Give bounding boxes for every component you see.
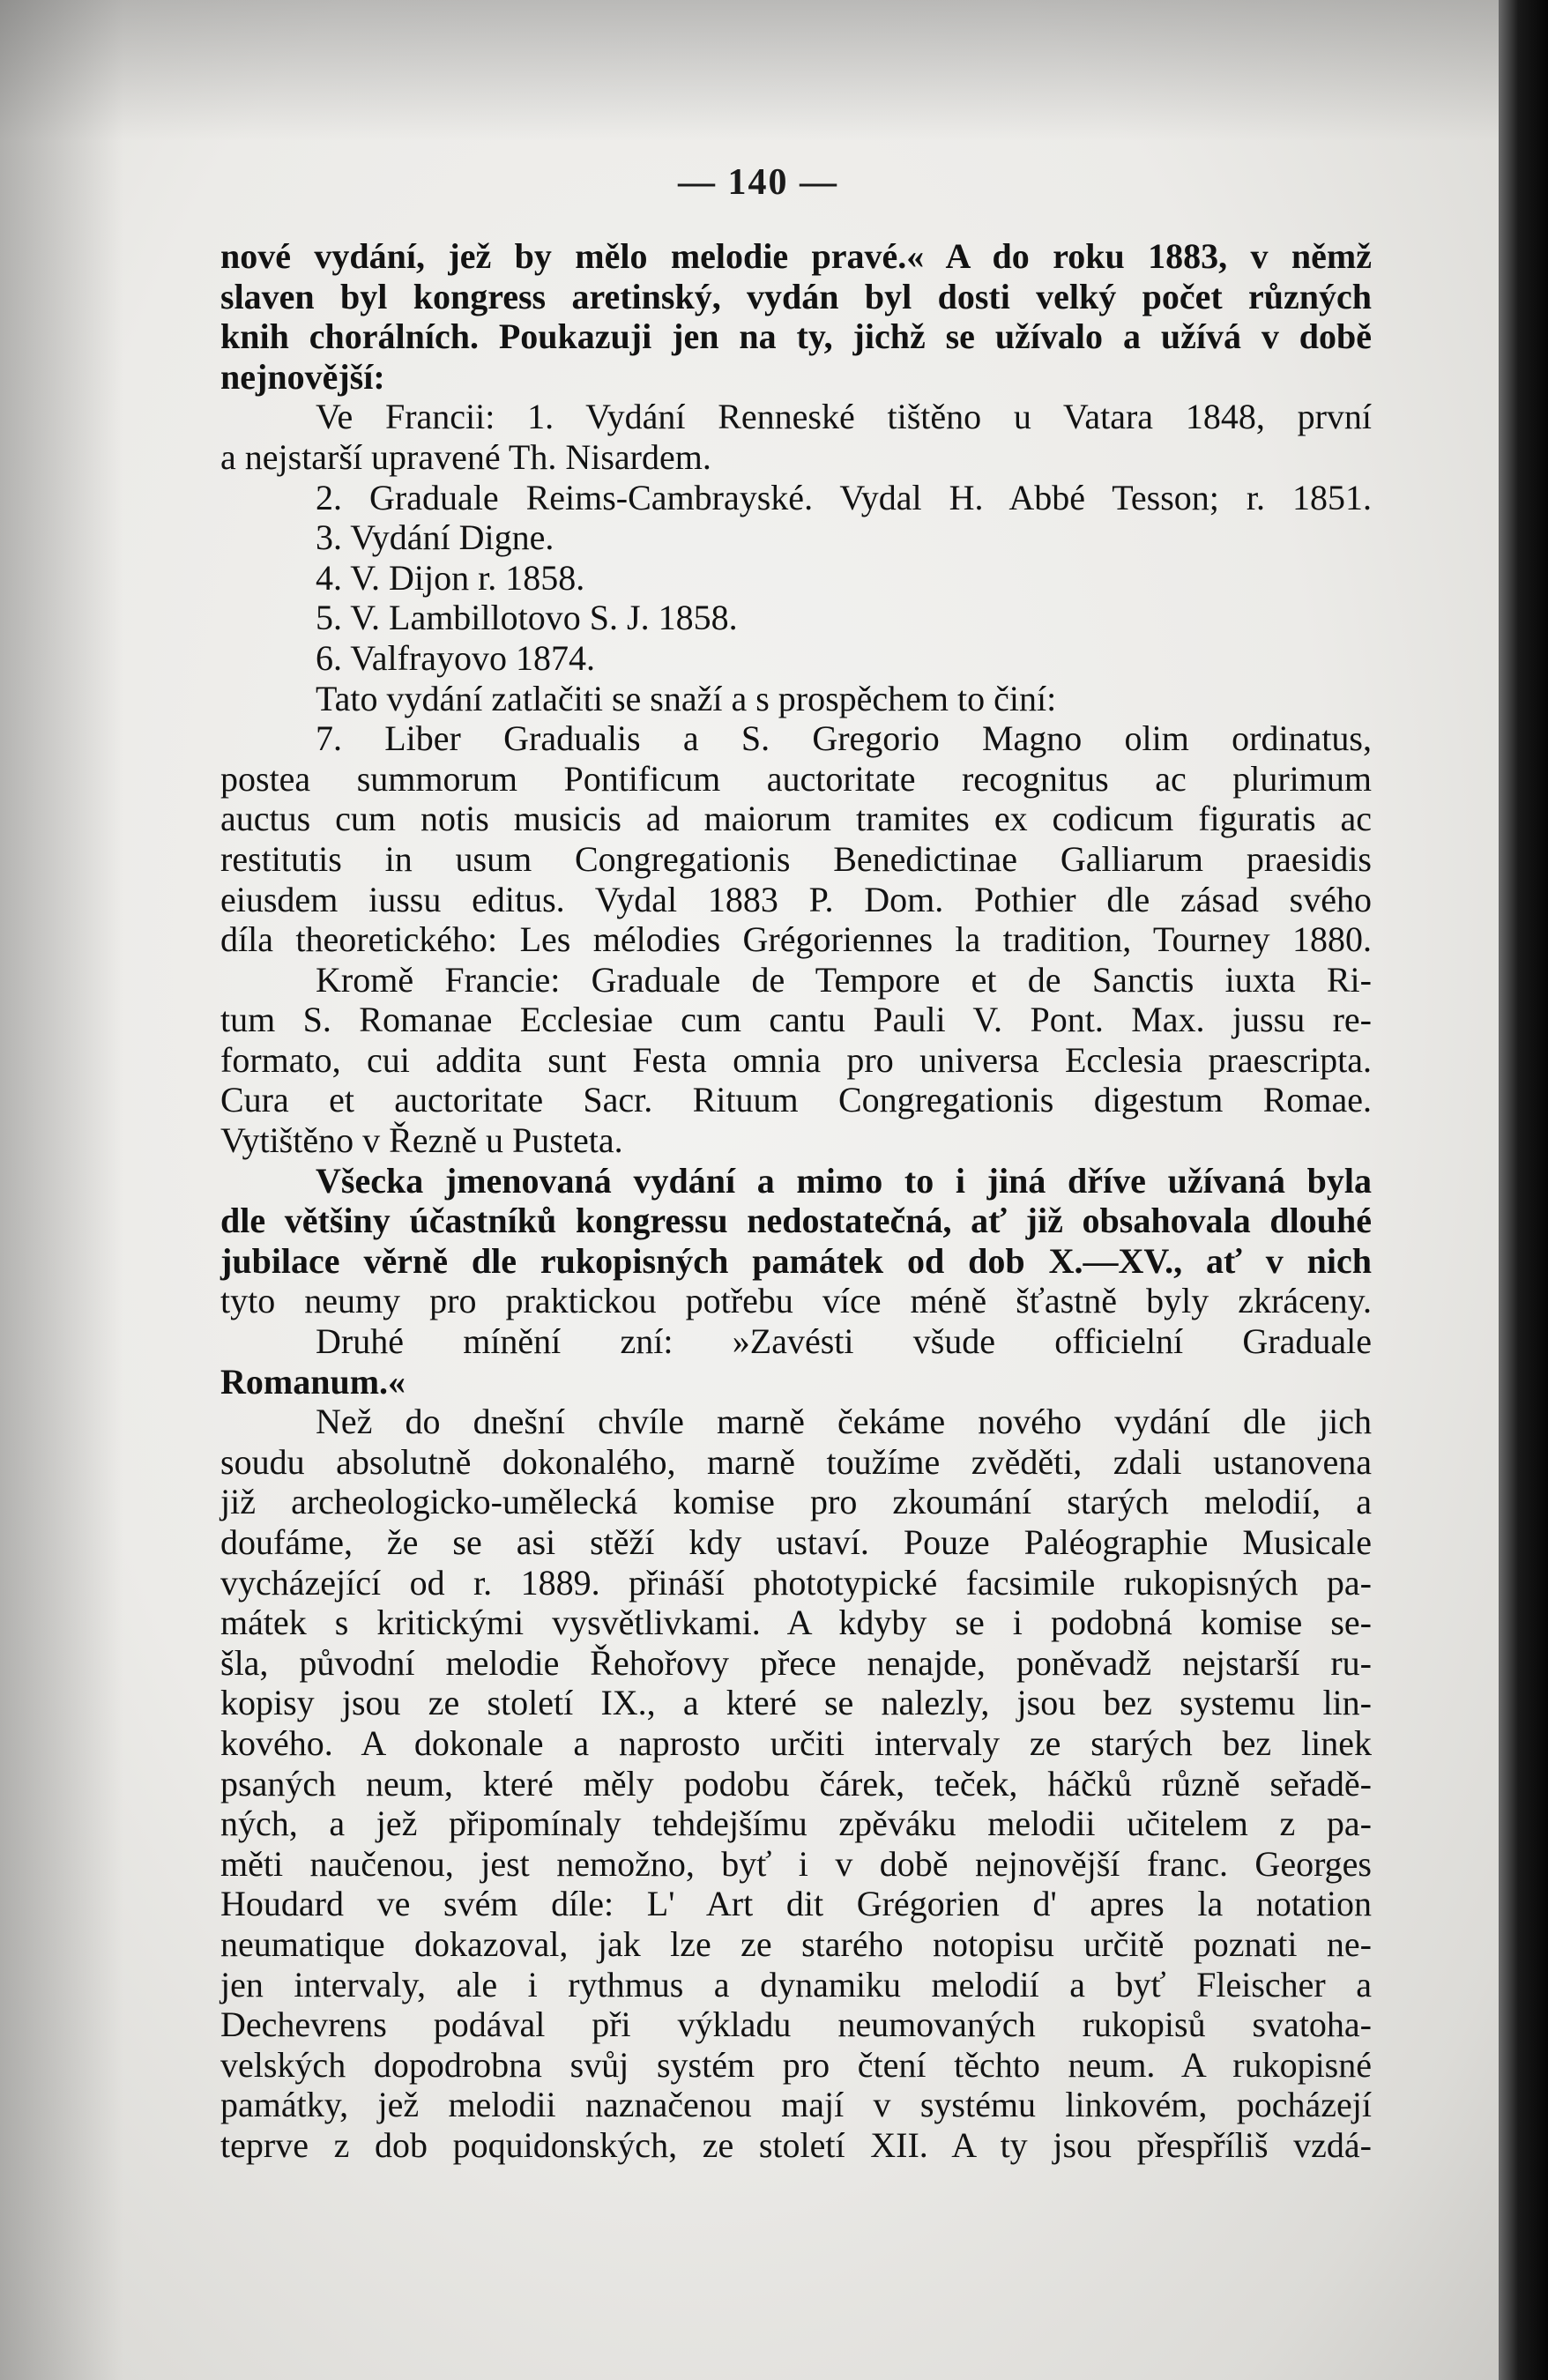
text-line: vycházející od r. 1889. přináší phototypické facsimile rukopisných pa- (220, 1562, 1372, 1603)
text-line: neumatique dokazoval, jak lze ze starého notopisu určitě poznati ne- (220, 1923, 1372, 1964)
text-line: tyto neumy pro praktickou potřebu více méně šťastně byly zkráceny. (220, 1281, 1372, 1321)
text-line: Než do dnešní chvíle marně čekáme nového vydání dle jich (316, 1402, 1372, 1442)
text-line: Ve Francii: 1. Vydání Renneské tištěno u Vatara 1848, první (316, 397, 1372, 437)
text-line: 4. V. Dijon r. 1858. (316, 557, 585, 598)
body-text (220, 236, 1372, 2166)
text-line: Všecka jmenovaná vydání a mimo to i jiná dříve užívaná byla (316, 1160, 1372, 1201)
text-line: nové vydání, jež by mělo melodie pravé.« A do roku 1883, v němž (220, 236, 1372, 276)
book-binding-edge (1499, 0, 1548, 2380)
text-line: doufáme, že se asi stěží kdy ustaví. Pouze Paléographie Musicale (220, 1522, 1372, 1562)
text-line: měti naučenou, jest nemožno, byť i v době nejnovější franc. Georges (220, 1843, 1372, 1884)
text-line: již archeologicko-umělecká komise pro zkoumání starých melodií, a (220, 1482, 1372, 1522)
text-line: a nejstarší upravené Th. Nisardem. (220, 436, 711, 477)
text-line: 2. Graduale Reims-Cambrayské. Vydal H. Abbé Tesson; r. 1851. (316, 477, 1372, 517)
text-line: 3. Vydání Digne. (316, 517, 554, 558)
text-line: knih chorálních. Poukazuji jen na ty, jichž se užívalo a užívá v době (220, 316, 1372, 357)
text-line: památky, jež melodii naznačenou mají v systému linkovém, pocházejí (220, 2085, 1372, 2125)
text-line: ných, a jež připomínaly tehdejšímu zpěváku melodii učitelem z pa- (220, 1804, 1372, 1844)
text-line: Cura et auctoritate Sacr. Rituum Congregationis digestum Romae. (220, 1080, 1372, 1120)
text-line: šla, původní melodie Řehořovy přece nenajde, poněvadž nejstarší ru- (220, 1642, 1372, 1683)
text-line: jubilace věrně dle rukopisných památek od dob X.—XV., ať v nich (220, 1240, 1372, 1281)
text-line: nejnovější: (220, 356, 385, 397)
text-line: mátek s kritickými vysvětlivkami. A kdyby se i podobná komise se- (220, 1603, 1372, 1643)
text-line: velských dopodrobna svůj systém pro čtení těchto neum. A rukopisné (220, 2044, 1372, 2085)
text-line: Tato vydání zatlačiti se snaží a s prospěchem to činí: (316, 678, 1057, 718)
text-line: teprve z dob poquidonských, ze století XII. A ty jsou přespříliš vzdá- (220, 2124, 1372, 2165)
text-line: 6. Valfrayovo 1874. (316, 637, 595, 678)
text-line: díla theoretického: Les mélodies Grégoriennes la tradition, Tourney 1880. (220, 919, 1372, 960)
text-line: dle většiny účastníků kongressu nedostatečná, ať již obsahovala dlouhé (220, 1201, 1372, 1241)
text-line: kového. A dokonale a naprosto určiti intervaly ze starých bez linek (220, 1722, 1372, 1763)
text-line: auctus cum notis musicis ad maiorum tramites ex codicum figuratis ac (220, 799, 1372, 839)
text-line: Dechevrens podával při výkladu neumovaných rukopisů svatoha- (220, 2004, 1372, 2045)
text-line: formato, cui addita sunt Festa omnia pro universa Ecclesia praescripta. (220, 1039, 1372, 1080)
text-line: 7. Liber Gradualis a S. Gregorio Magno olim ordinatus, (316, 718, 1372, 759)
text-line: restitutis in usum Congregationis Benedictinae Galliarum praesidis (220, 838, 1372, 879)
text-line: Houdard ve svém díle: L' Art dit Grégorien d' apres la notation (220, 1884, 1372, 1924)
text-line: slaven byl kongress aretinský, vydán byl dosti velký počet různých (220, 276, 1372, 316)
text-line: Kromě Francie: Graduale de Tempore et de Sanctis iuxta Ri- (316, 959, 1372, 1000)
text-line: eiusdem iussu editus. Vydal 1883 P. Dom. Pothier dle zásad svého (220, 879, 1372, 919)
text-line: Druhé mínění zní: »Zavésti všude officielní Graduale (316, 1321, 1372, 1362)
page-number: — 140 — (678, 162, 838, 203)
text-line: soudu absolutně dokonalého, marně toužíme zvěděti, zdali ustanovena (220, 1441, 1372, 1482)
text-line: Romanum.« (220, 1361, 406, 1402)
text-line: jen intervaly, ale i rythmus a dynamiku melodií a byť Fleischer a (220, 1964, 1372, 2004)
text-line: psaných neum, které měly podobu čárek, teček, háčků různě seřadě- (220, 1763, 1372, 1804)
text-line: postea summorum Pontificum auctoritate recognitus ac plurimum (220, 758, 1372, 799)
text-line: kopisy jsou ze století IX., a které se nalezly, jsou bez systemu lin- (220, 1683, 1372, 1723)
text-line: Vytištěno v Řezně u Pusteta. (220, 1120, 623, 1161)
text-line: tum S. Romanae Ecclesiae cum cantu Pauli V. Pont. Max. jussu re- (220, 1000, 1372, 1040)
text-line: 5. V. Lambillotovo S. J. 1858. (316, 598, 738, 638)
